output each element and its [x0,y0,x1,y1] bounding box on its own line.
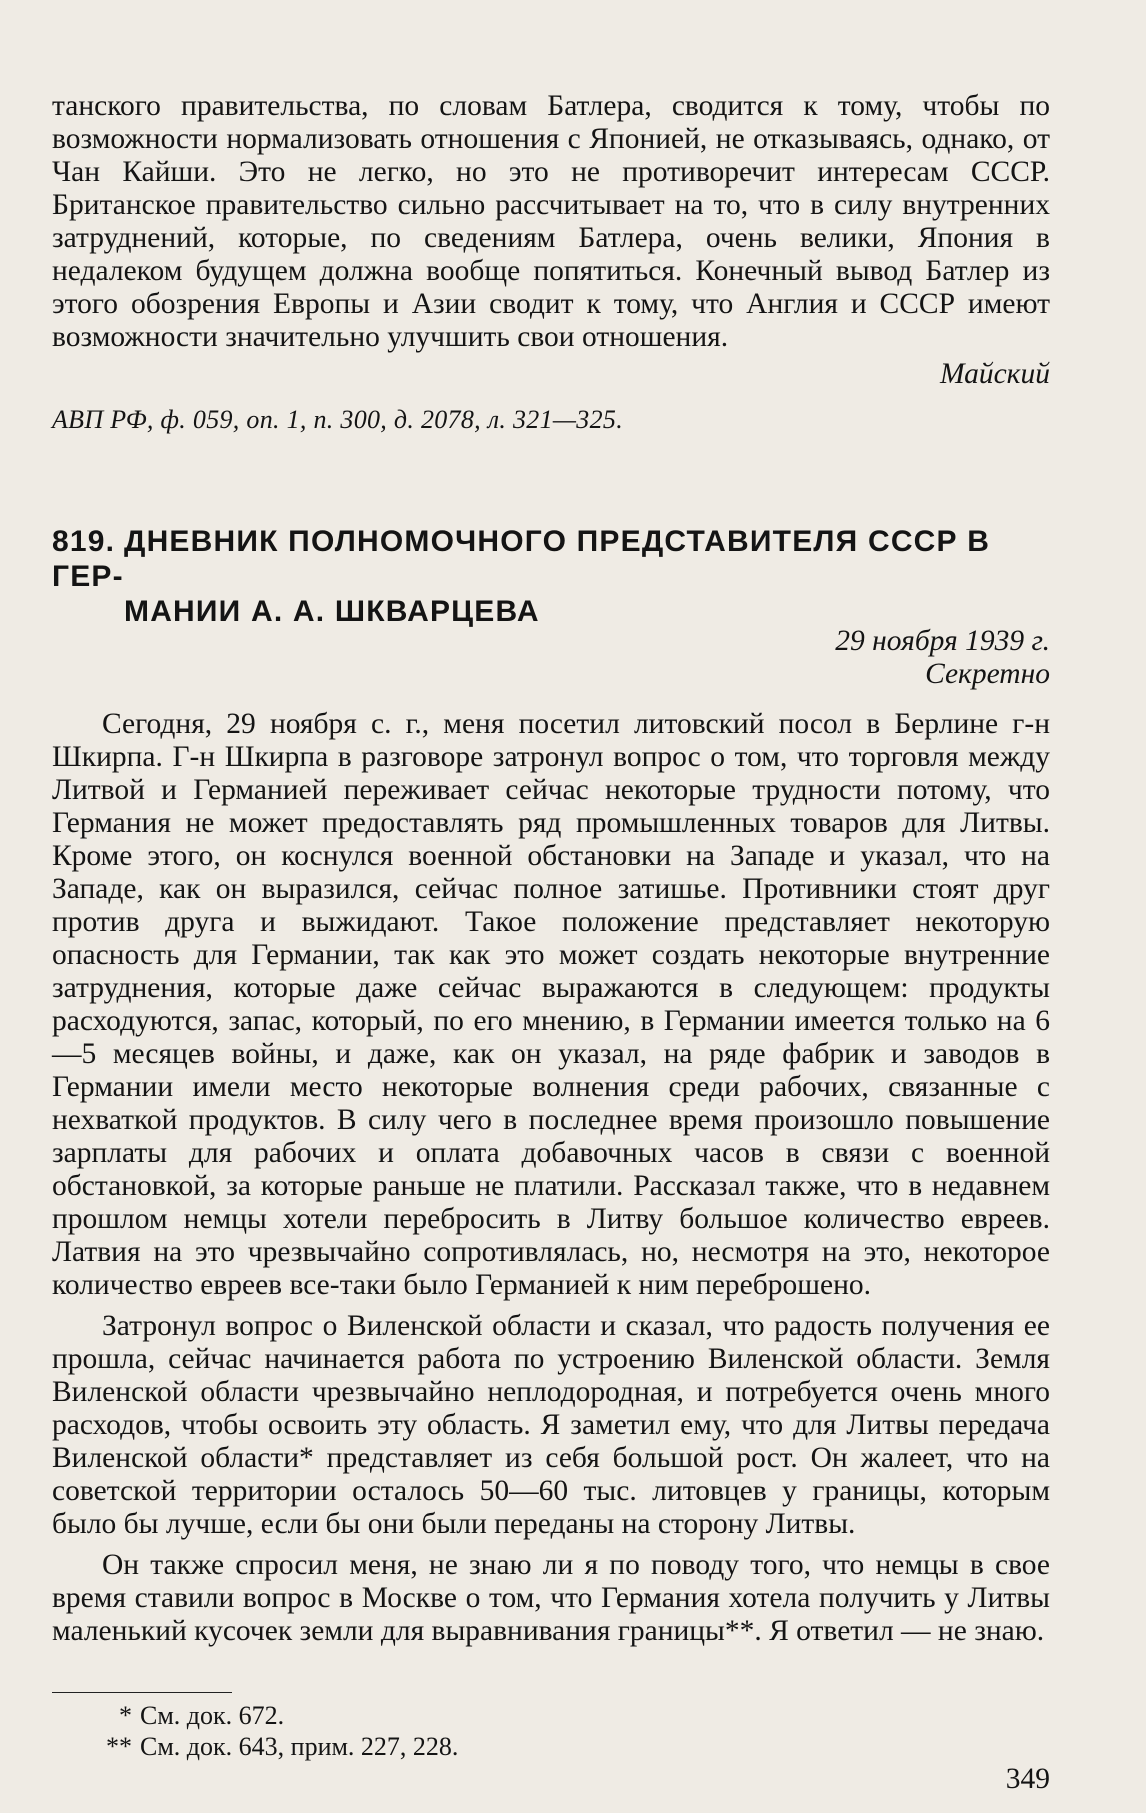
document-number: 819. [52,525,116,558]
footnote-mark: * [119,1701,132,1730]
top-paragraph: танского правительства, по словам Батлера, сводится к тому, чтобы по возможности нормализовать отношения с Японией, не отказываясь, однако, от Чан Кайши. Это не легко, но это не противоречит интересам СССР. Британское правительство сильно рассчитывает на то, что в силу внутренних затруднений, которые, по сведениям Батлера, очень велики, Япония в недалеком будущем должна вообще попятиться. Конечный вывод Батлер из этого обозрения Европы и Азии сводит к тому, что Англия и СССР имеют возможности значительно улучшить свои отношения. [52,90,1050,353]
document-title-line2: МАНИИ А. А. ШКВАРЦЕВА [124,595,540,628]
document-body [52,708,1050,1648]
signature: Майский [939,358,1050,390]
body-paragraph-3: Он также спросил меня, не знаю ли я по поводу того, что немцы в свое время ставили вопрос в Москве о том, что Германия хотела получить у Литвы маленький кусочек земли для выравнивания границы**. Я ответил — не знаю. [52,1549,1050,1647]
footnote-2 [52,1731,458,1762]
document-title-line1: ДНЕВНИК ПОЛНОМОЧНОГО ПРЕДСТАВИТЕЛЯ СССР В ГЕР- [52,525,991,593]
classification-label: Секретно [925,658,1050,690]
footnote-divider [52,1692,232,1693]
footnote-mark: ** [106,1732,132,1761]
document-heading [52,524,1050,629]
page-number: 349 [1005,1763,1050,1795]
footnote-text: См. док. 672. [140,1701,285,1730]
continuation-paragraph [52,90,1050,354]
body-paragraph-1: Сегодня, 29 ноября с. г., меня посетил литовский посол в Берлине г-н Шкирпа. Г-н Шкирпа в разговоре затронул вопрос о том, что торговля между Литвой и Германией переживает сейчас некоторые трудности потому, что Германия не может предоставлять ряд промышленных товаров для Литвы. Кроме этого, он коснулся военной обстановки на Западе и указал, что на Западе, как он выразился, сейчас полное затишье. Противники стоят друг против друга и выжидают. Такое положение представляет некоторую опасность для Германии, так как это может создать некоторые внутренние затруднения, которые даже сейчас выражаются в следующем: продукты расходуются, запас, который, по его мнению, в Германии имеется только на 6—5 месяцев войны, и даже, как он указал, на ряде фабрик и заводов в Германии имели место некоторые волнения среди рабочих, связанные с нехваткой продуктов. В силу чего в последнее время произошло повышение зарплаты для рабочих и оплата добавочных часов в связи с военной обстановкой, за которые раньше не платили. Рассказал также, что в недавнем прошлом немцы хотели перебросить в Литву большое количество евреев. Латвия на это чрезвычайно сопротивлялась, но, несмотря на это, некоторое количество евреев все-таки было Германией к ним переброшено. [52,708,1050,1301]
document-date: 29 ноября 1939 г. [835,625,1050,657]
footnotes [52,1700,458,1762]
document-meta [835,625,1050,691]
body-paragraph-2: Затронул вопрос о Виленской области и сказал, что радость получения ее прошла, сейчас начинается работа по устроению Виленской области. Земля Виленской области чрезвычайно неплодородная, и потребуется очень много расходов, чтобы освоить эту область. Я заметил ему, что для Литвы передача Виленской области* представляет из себя большой рост. Он жалеет, что на советской территории осталось 50—60 тыс. литовцев у границы, которым было бы лучше, если бы они были переданы на сторону Литвы. [52,1310,1050,1540]
footnote-text: См. док. 643, прим. 227, 228. [140,1732,459,1761]
archive-source: АВП РФ, ф. 059, оп. 1, п. 300, д. 2078, л. 321—325. [52,405,623,434]
footnote-1 [52,1700,458,1731]
